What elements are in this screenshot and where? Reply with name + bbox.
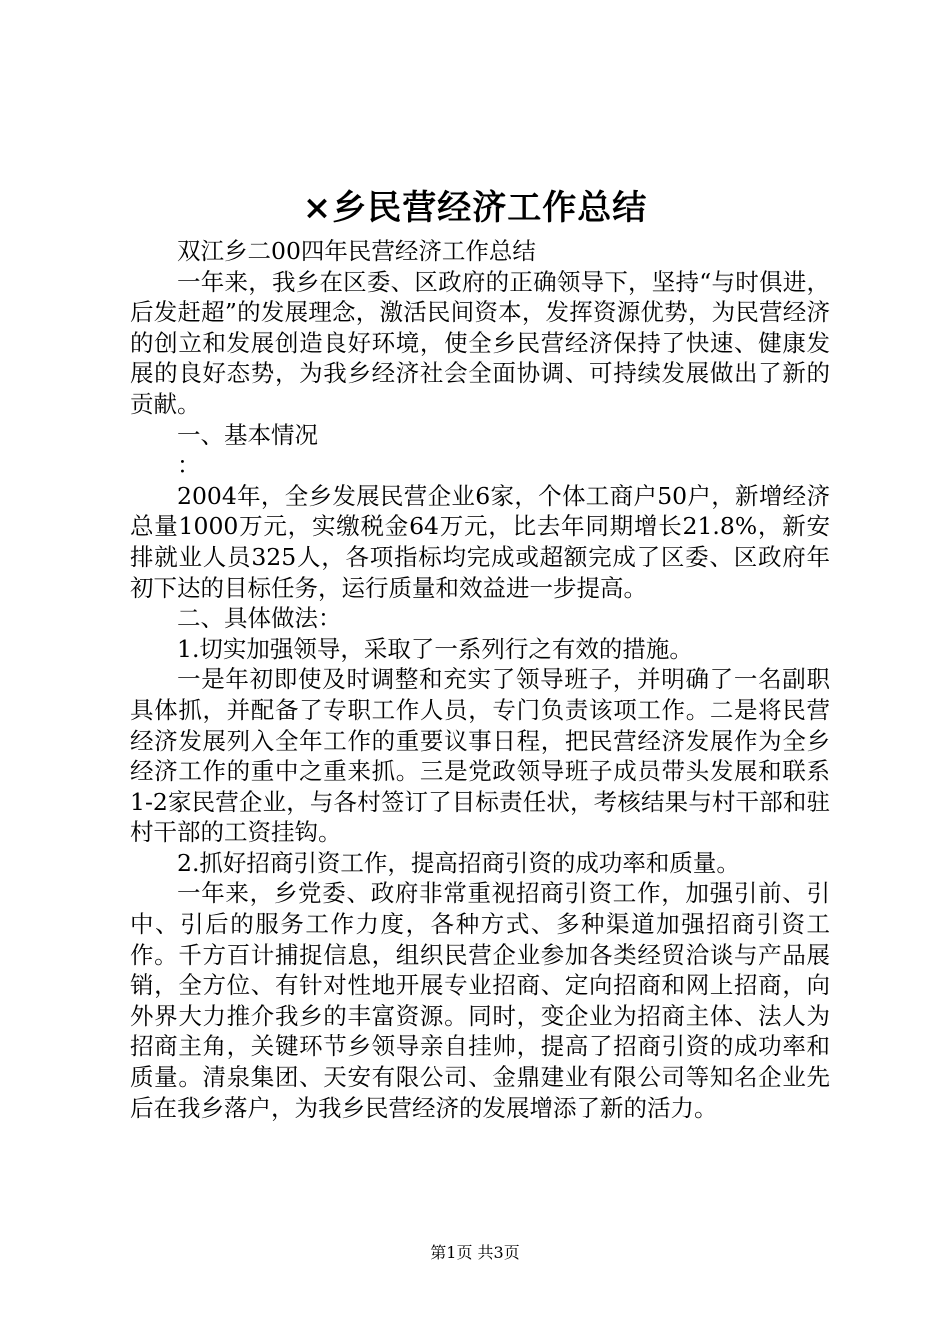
page-footer: 第1页 共3页 (430, 1243, 520, 1262)
paragraph-investment: 一年来，乡党委、政府非常重视招商引资工作，加强引前、引中、引后的服务工作力度，各种方式、多种渠道加强招商引资工作。千方百计捕捉信息，组织民营企业参加各类经贸洽谈与产品展销，全方位、有针对性地开展专业招商、定向招商和网上招商，向外界大力推介我乡的丰富资源。同时，变企业为招商主体、法人为招商主角，关键环节乡领导亲自挂帅，提高了招商引资的成功率和质量。清泉集团、天安有限公司、金鼎建业有限公司等知名企业先后在我乡落户，为我乡民营经济的发展增添了新的活力。 (130, 879, 830, 1122)
document-body (130, 236, 830, 1123)
paragraph-subtitle: 双江乡二00四年民营经济工作总结 (177, 237, 536, 265)
section-heading-methods: 二、具体做法： (177, 604, 342, 633)
section-heading-basic: 一、基本情况 (177, 420, 318, 449)
paragraph-leadership: 一是年初即使及时调整和充实了领导班子，并明确了一名副职具体抓，并配备了专职工作人员，专门负责该项工作。二是将民营经济发展列入全年工作的重要议事日程，把民营经济发展作为全乡经济工作的重中之重来抓。三是党政领导班子成员带头发展和联系1-2家民营企业，与各村签订了目标责任状，考核结果与村干部和驻村干部的工资挂钩。 (130, 665, 830, 847)
paragraph-intro: 一年来，我乡在区委、区政府的正确领导下，坚持“与时俱进，后发赶超”的发展理念，激活民间资本，发挥资源优势，为民营经济的创立和发展创造良好环境，使全乡民营经济保持了快速、健康发展的良好态势，为我乡经济社会全面协调、可持续发展做出了新的贡献。 (130, 267, 830, 418)
document-title: ×乡民营经济工作总结 (302, 188, 648, 228)
paragraph-basic-stats: 2004年，全乡发展民营企业6家，个体工商户50户，新增经济总量1000万元，实缴税金64万元，比去年同期增长21.8%，新安排就业人员325人，各项指标均完成或超额完成了区委、区政府年初下达的目标任务，运行质量和效益进一步提高。 (130, 481, 830, 602)
subheading-leadership: 1.切实加强领导，采取了一系列行之有效的措施。 (177, 634, 693, 663)
paragraph-colon: ： (177, 451, 201, 480)
subheading-investment: 2.抓好招商引资工作，提高招商引资的成功率和质量。 (177, 848, 740, 877)
